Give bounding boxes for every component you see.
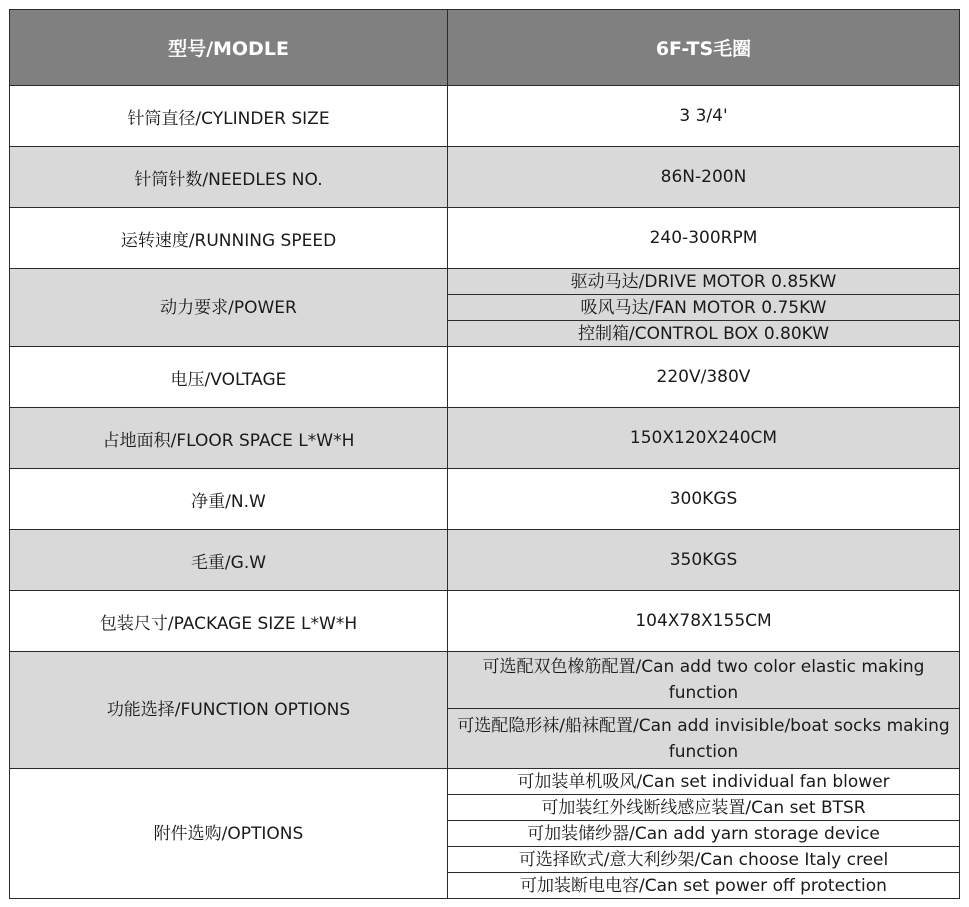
row-subvalue: 驱动马达/DRIVE MOTOR 0.85KW: [448, 269, 960, 295]
row-label: 针筒直径/CYLINDER SIZE: [10, 86, 448, 147]
row-value: 240-300RPM: [448, 208, 960, 269]
row-label: 附件选购/OPTIONS: [10, 769, 448, 899]
row-package-size: [10, 591, 960, 652]
row-value: 220V/380V: [448, 347, 960, 408]
row-label: 包装尺寸/PACKAGE SIZE L*W*H: [10, 591, 448, 652]
row-power: [10, 269, 960, 295]
row-running-speed: [10, 208, 960, 269]
header-label: 型号/MODLE: [10, 10, 448, 86]
row-value: 104X78X155CM: [448, 591, 960, 652]
row-subvalue: 吸风马达/FAN MOTOR 0.75KW: [448, 295, 960, 321]
row-value: 3 3/4': [448, 86, 960, 147]
row-subvalue: 可加装单机吸风/Can set individual fan blower: [448, 769, 960, 795]
row-voltage: [10, 347, 960, 408]
row-value: 86N-200N: [448, 147, 960, 208]
spec-table: [9, 9, 960, 899]
row-subvalue: 可加装储纱器/Can add yarn storage device: [448, 821, 960, 847]
row-label: 动力要求/POWER: [10, 269, 448, 347]
row-subvalue: 可选配双色橡筋配置/Can add two color elastic making function: [448, 652, 960, 709]
row-subvalue: 控制箱/CONTROL BOX 0.80KW: [448, 321, 960, 347]
row-value: 150X120X240CM: [448, 408, 960, 469]
row-label: 占地面积/FLOOR SPACE L*W*H: [10, 408, 448, 469]
row-subvalue: 可加装红外线断线感应装置/Can set BTSR: [448, 795, 960, 821]
row-label: 功能选择/FUNCTION OPTIONS: [10, 652, 448, 769]
row-label: 毛重/G.W: [10, 530, 448, 591]
row-floor-space: [10, 408, 960, 469]
row-label: 净重/N.W: [10, 469, 448, 530]
header-row: [10, 10, 960, 86]
row-net-weight: [10, 469, 960, 530]
row-label: 针筒针数/NEEDLES NO.: [10, 147, 448, 208]
row-value: 300KGS: [448, 469, 960, 530]
row-needles-no: [10, 147, 960, 208]
row-label: 电压/VOLTAGE: [10, 347, 448, 408]
row-value: 350KGS: [448, 530, 960, 591]
row-label: 运转速度/RUNNING SPEED: [10, 208, 448, 269]
row-gross-weight: [10, 530, 960, 591]
header-value: 6F-TS毛圈: [448, 10, 960, 86]
row-subvalue: 可选配隐形袜/船袜配置/Can add invisible/boat socks making function: [448, 709, 960, 769]
row-options: [10, 769, 960, 795]
row-subvalue: 可选择欧式/意大利纱架/Can choose Italy creel: [448, 847, 960, 873]
row-function-options: [10, 652, 960, 709]
row-subvalue: 可加装断电电容/Can set power off protection: [448, 873, 960, 899]
row-cylinder-size: [10, 86, 960, 147]
